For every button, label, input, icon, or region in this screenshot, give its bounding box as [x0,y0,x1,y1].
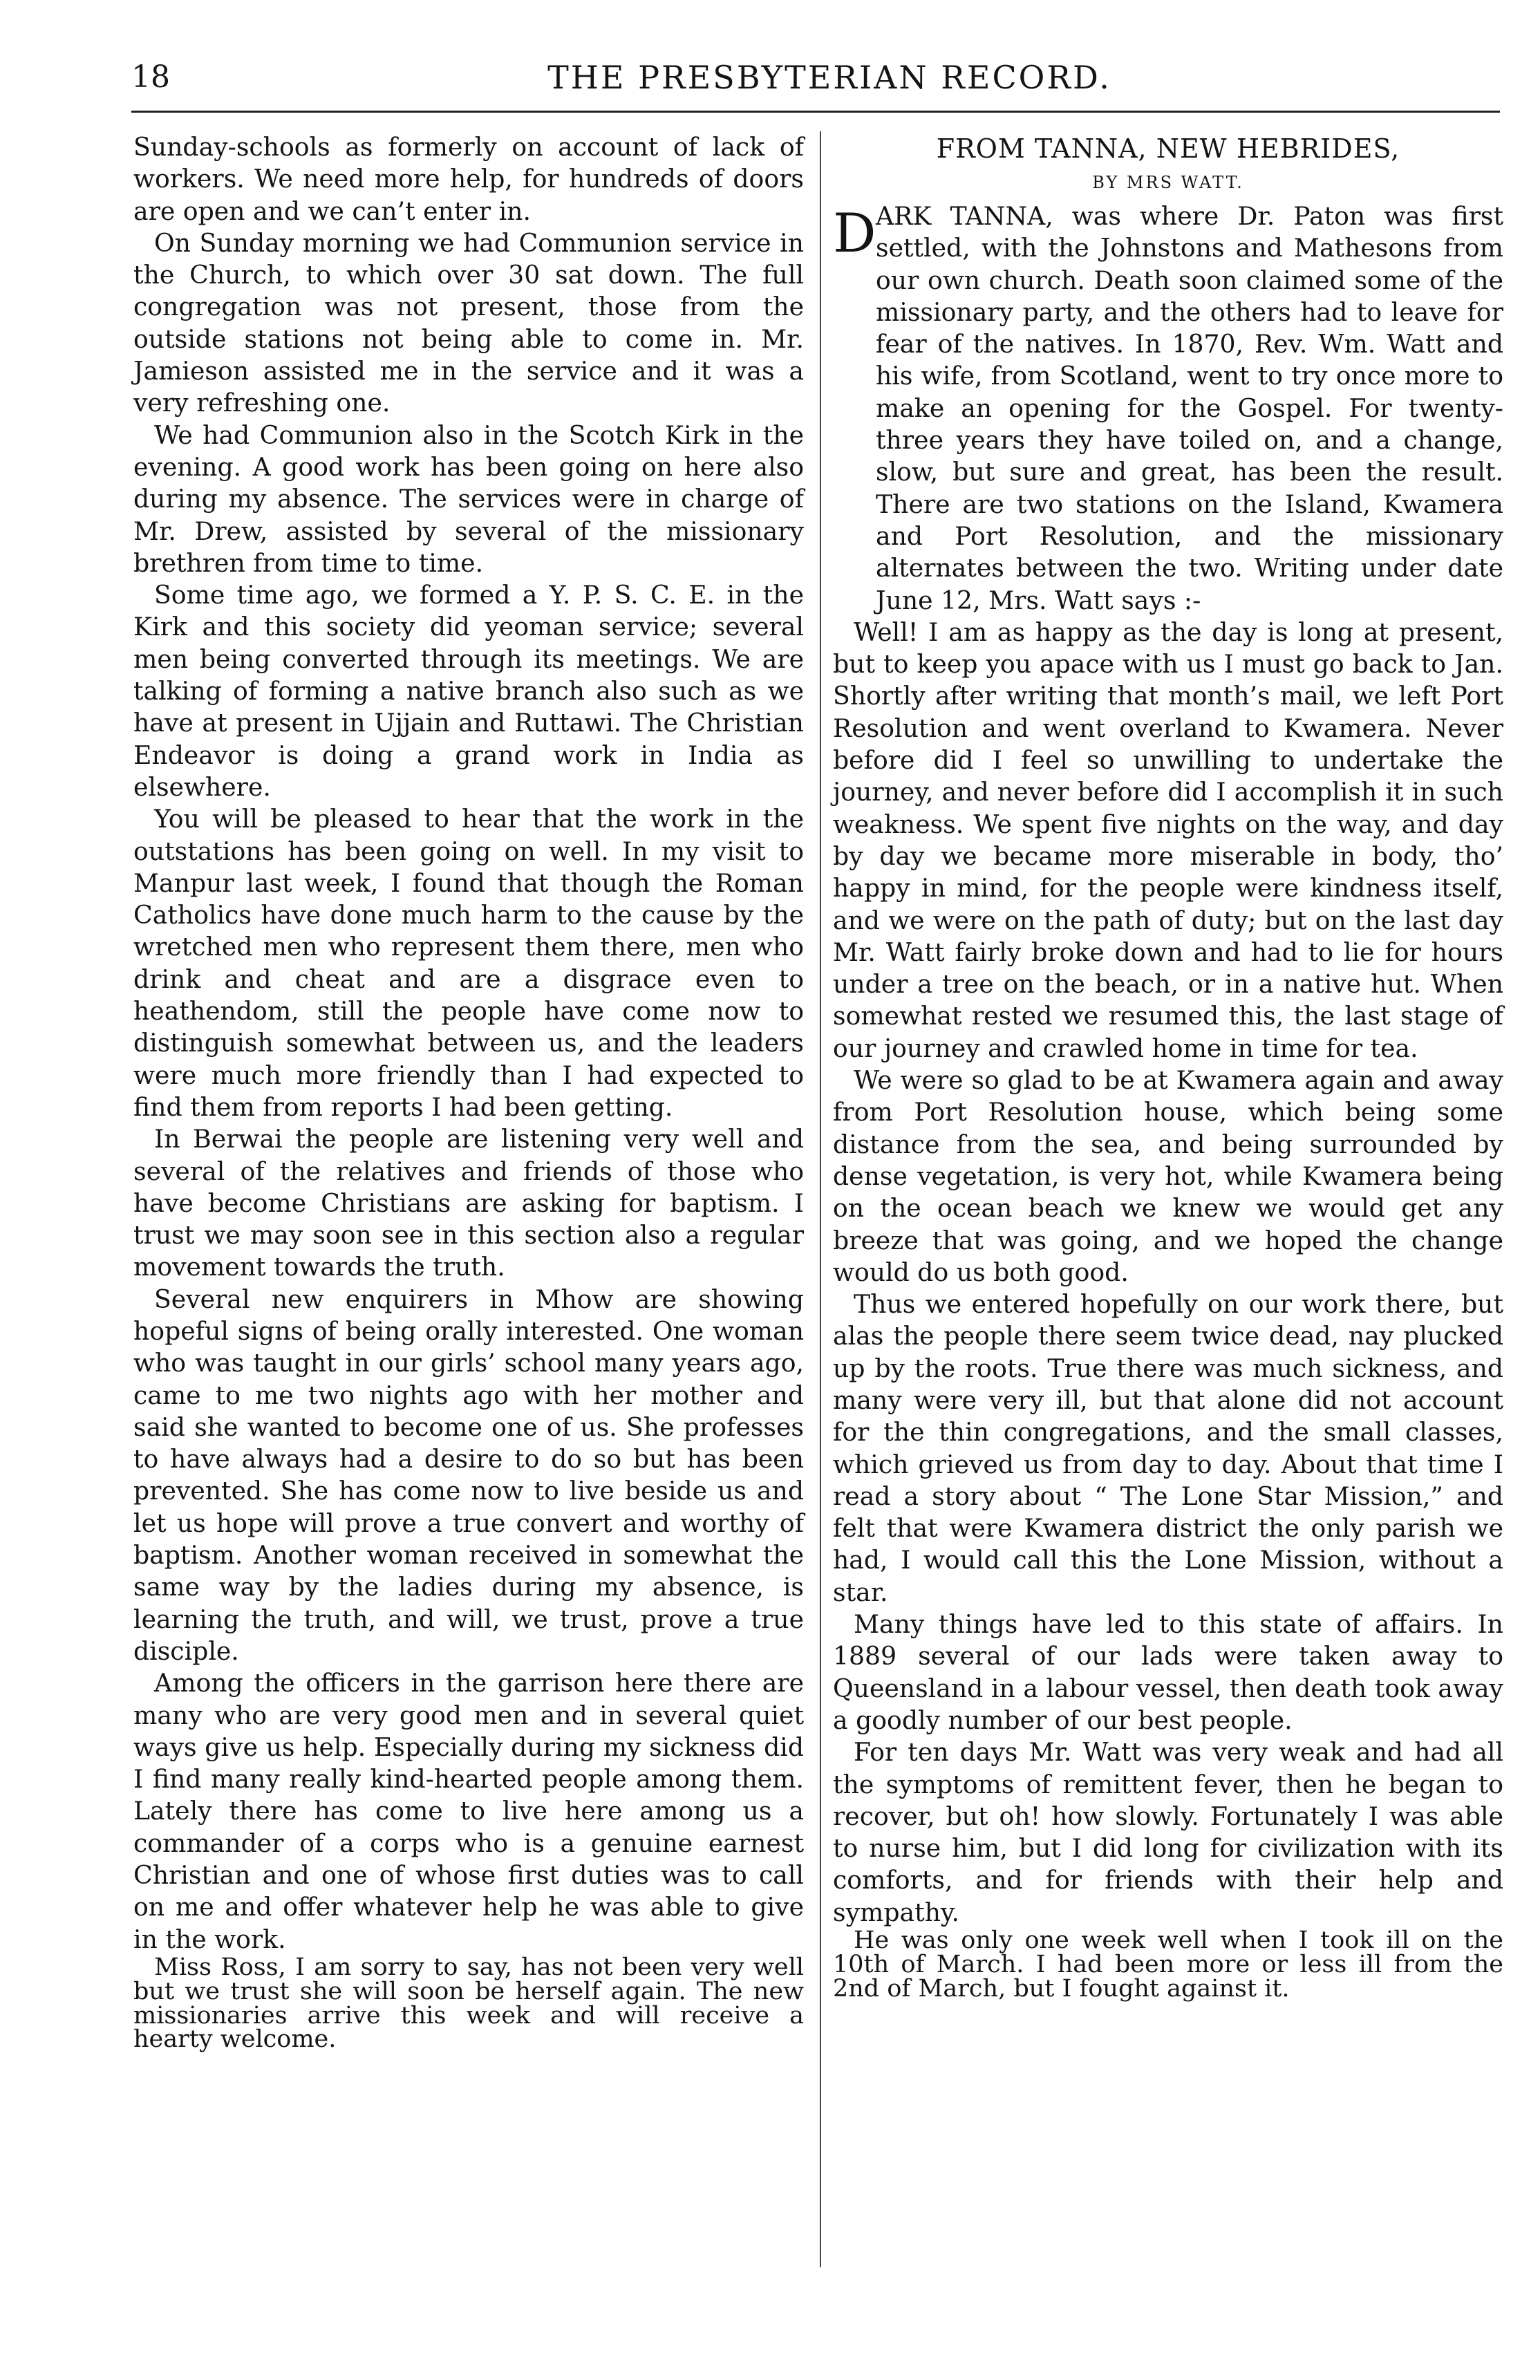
running-title: THE PRESBYTERIAN RECORD. [547,59,1111,96]
article-byline: BY MRS WATT. [1092,173,1244,192]
left-paragraph-5: You will be pleased to hear that the work in the outstations has been going on well. In my visit to Manpur last week, I found that though the Roman Catholics have done much harm to the cause by the wretched men who represent them there, men who drink and cheat and are a disgrace even to heathendom, still the people have come now to distinguish somewhat between us, and the leaders were much more friendly than I had expected to find them from reports I had been getting. [133,804,804,1122]
page-header [131,50,1500,105]
right-column [833,131,1503,2003]
header-rule [131,111,1500,113]
left-paragraph-1: Sunday-schools as formerly on account of lack of workers. We need more help, for hundreds of doors are open and we can’t enter in. [133,132,804,226]
right-paragraph-3: Thus we entered hopefully on our work there, but alas the people there seem twice dead, nay plucked up by the roots. True there was much sickness, and many were very ill, but that alone did not account for the thin congregations, and the small classes, which grieved us from day to day. About that time I read a story about “ The Lone Star Mission,” and felt that were Kwamera district the only parish we had, I would call this the Lone Mission, without a star. [833,1289,1503,1607]
left-paragraph-8: Among the officers in the garrison here there are many who are very good men and in several quiet ways give us help. Especially during my sickness did I find many really kind-hearted people among them. Lately there has come to live here among us a commander of a corps who is a genuine earnest Christian and one of whose first duties was to call on me and offer whatever help he was able to give in the work. [133,1668,804,1954]
left-paragraph-2: On Sunday morning we had Communion service in the Church, to which over 30 sat down. The full congregation was not present, those from the outside stations not being able to come in. Mr. Jamieson assisted me in the service and it was a very refreshing one. [133,227,804,418]
left-paragraph-6: In Berwai the people are listening very well and several of the relatives and friends of those who have become Christians are asking for baptism. I trust we may soon see in this section also a regular movement towards the truth. [133,1124,804,1282]
lead-text: ARK TANNA, was where Dr. Paton was first settled, with the Johnstons and Mathesons from our own church. Death soon claimed some of the missionary party, and the others had to leave for fear of the natives. In 1870, Rev. Wm. Watt and his wife, from Scotland, went to try once more to make an opening for the Gospel. For twenty-three years they have toiled on, and a change, slow, but sure and great, has been the result. There are two stations on the Island, Kwamera and Port Resolution, and the missionary alternates between the two. Writing under date June 12, Mrs. Watt says :- [876,201,1503,615]
left-paragraph-9: Miss Ross, I am sorry to say, has not been very well but we trust she will soon be herself again. The new missionaries arrive this week and will receive a hearty welcome. [133,1953,804,2054]
lead-paragraph [833,200,1503,617]
right-paragraph-4: Many things have led to this state of affairs. In 1889 several of our lads were taken away to Queensland in a labour vessel, then death took away a goodly number of our best people. [833,1609,1503,1735]
right-paragraph-5: For ten days Mr. Watt was very weak and had all the symptoms of remittent fever, then he began to recover, but oh! how slowly. Fortunately I was able to nurse him, but I did long for civilization with its comforts, and for friends with their help and sympathy. [833,1737,1503,1927]
column-rule [820,131,821,2267]
article-title: FROM TANNA, NEW HEBRIDES, [936,133,1400,164]
left-paragraph-3: We had Communion also in the Scotch Kirk in the evening. A good work has been going on here also during my absence. The services were in charge of Mr. Drew, assisted by several of the missionary brethren from time to time. [133,420,804,578]
left-paragraph-7: Several new enquirers in Mhow are showing hopeful signs of being orally interested. One woman who was taught in our girls’ school many years ago, came to me two nights ago with her mother and said she wanted to become one of us. She professes to have always had a desire to do so but has been prevented. She has come now to live beside us and let us hope will prove a true convert and worthy of baptism. Another woman received in somewhat the same way by the ladies during my absence, is learning the truth, and will, we trust, prove a true disciple. [133,1284,804,1666]
left-paragraph-4: Some time ago, we formed a Y. P. S. C. E. in the Kirk and this society did yeoman service; several men being converted through its meetings. We are talking of forming a native branch also such as we have at present in Ujjain and Ruttawi. The Christian Endeavor is doing a grand work in India as elsewhere. [133,580,804,802]
page-number: 18 [131,59,170,95]
right-paragraph-6: He was only one week well when I took ill on the 10th of March. I had been more or less ill from the 2nd of March, but I fought against it. [833,1927,1503,2003]
right-paragraph-1: Well! I am as happy as the day is long at present, but to keep you apace with us I must go back to Jan. Shortly after writing that month’s mail, we left Port Resolution and went overland to Kwamera. Never before did I feel so unwilling to undertake the journey, and never before did I accomplish it in such weakness. We spent five nights on the way, and day by day we became more miserable in body, tho’ happy in mind, for the people were kindness itself, and we were on the path of duty; but on the last day Mr. Watt fairly broke down and had to lie for hours under a tree on the beach, or in a native hut. When somewhat rested we resumed this, the last stage of our journey and crawled home in time for tea. [833,617,1503,1063]
dropcap-letter: D [833,203,876,265]
right-paragraph-2: We were so glad to be at Kwamera again and away from Port Resolution house, which being some distance from the sea, and being surrounded by dense vegetation, is very hot, while Kwamera being on the ocean beach we knew we would get any breeze that was going, and we hoped the change would do us both good. [833,1065,1503,1287]
left-column [133,131,804,2052]
